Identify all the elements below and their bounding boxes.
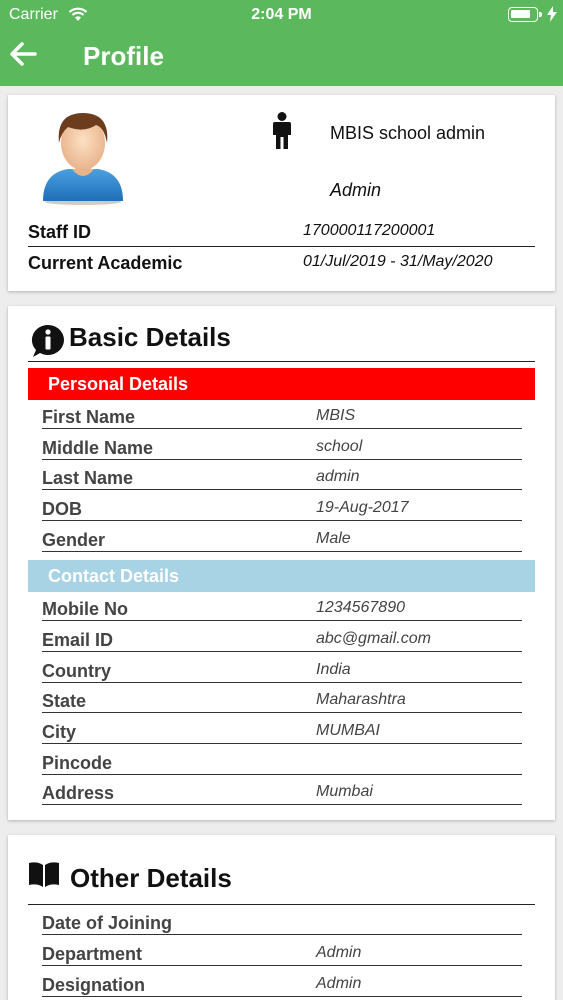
designation-field	[42, 971, 522, 997]
field-label: Mobile No	[42, 599, 128, 619]
carrier-label: Carrier	[9, 6, 58, 23]
back-arrow-icon[interactable]	[8, 40, 38, 68]
field-value: Male	[316, 530, 351, 547]
first-name-field	[42, 403, 522, 429]
avatar	[38, 107, 128, 205]
pincode-field	[42, 749, 522, 775]
address-field	[42, 779, 522, 805]
staff-id-row	[28, 223, 535, 247]
field-value: admin	[316, 468, 360, 485]
field-label: Department	[42, 944, 143, 964]
field-label: Designation	[42, 975, 146, 995]
field-label: Email ID	[42, 630, 114, 650]
current-academic-row	[28, 253, 535, 277]
basic-details-card	[8, 306, 555, 820]
field-value: India	[316, 661, 351, 678]
middle-name-field	[42, 434, 522, 460]
field-value: abc@gmail.com	[316, 630, 431, 647]
staff-id-label: Staff ID	[28, 222, 91, 242]
staff-id-value: 170000117200001	[303, 222, 436, 239]
date-of-joining-field	[42, 909, 522, 935]
current-academic-value: 01/Jul/2019 - 31/May/2020	[303, 253, 493, 270]
profile-card	[8, 95, 555, 291]
other-details-title: Other Details	[70, 863, 232, 893]
state-field	[42, 687, 522, 713]
field-value: MBIS	[316, 407, 356, 424]
page-title: Profile	[83, 41, 164, 71]
field-value: 19-Aug-2017	[316, 499, 409, 516]
field-label: Gender	[42, 530, 106, 550]
email-id-field	[42, 626, 522, 652]
charging-icon	[546, 6, 558, 22]
status-bar	[0, 0, 563, 30]
field-label: Middle Name	[42, 438, 154, 458]
person-icon	[270, 112, 294, 150]
basic-details-title: Basic Details	[69, 322, 231, 352]
current-academic-label: Current Academic	[28, 253, 183, 273]
personal-details-label: Personal Details	[48, 374, 189, 394]
field-label: State	[42, 691, 87, 711]
contact-details-label: Contact Details	[48, 566, 180, 586]
status-time: 2:04 PM	[251, 6, 312, 23]
gender-field	[42, 526, 522, 552]
field-label: Address	[42, 783, 115, 803]
field-label: Country	[42, 661, 111, 681]
battery-icon	[508, 7, 538, 22]
field-value: Admin	[316, 944, 362, 961]
other-details-card	[8, 835, 555, 1000]
mobile-no-field	[42, 595, 522, 621]
field-value: Maharashtra	[316, 691, 406, 708]
country-field	[42, 657, 522, 683]
book-icon	[28, 861, 60, 889]
field-label: City	[42, 722, 77, 742]
field-label: DOB	[42, 499, 82, 519]
field-value: Admin	[316, 975, 362, 992]
department-field	[42, 940, 522, 966]
field-label: Pincode	[42, 753, 113, 773]
contact-details-header	[28, 560, 535, 592]
city-field	[42, 718, 522, 744]
other-details-header	[28, 857, 535, 905]
field-label: Date of Joining	[42, 913, 172, 933]
field-label: Last Name	[42, 468, 134, 488]
field-label: First Name	[42, 407, 136, 427]
basic-details-header	[28, 320, 535, 362]
nav-bar	[0, 30, 563, 86]
personal-details-header	[28, 368, 535, 400]
dob-field	[42, 495, 522, 521]
info-bubble-icon	[30, 323, 66, 359]
last-name-field	[42, 464, 522, 490]
field-value: MUMBAI	[316, 722, 380, 739]
field-value: Mumbai	[316, 783, 373, 800]
profile-role: Admin	[330, 180, 382, 200]
field-value: 1234567890	[316, 599, 405, 616]
profile-name: MBIS school admin	[330, 123, 486, 143]
field-value: school	[316, 438, 363, 455]
